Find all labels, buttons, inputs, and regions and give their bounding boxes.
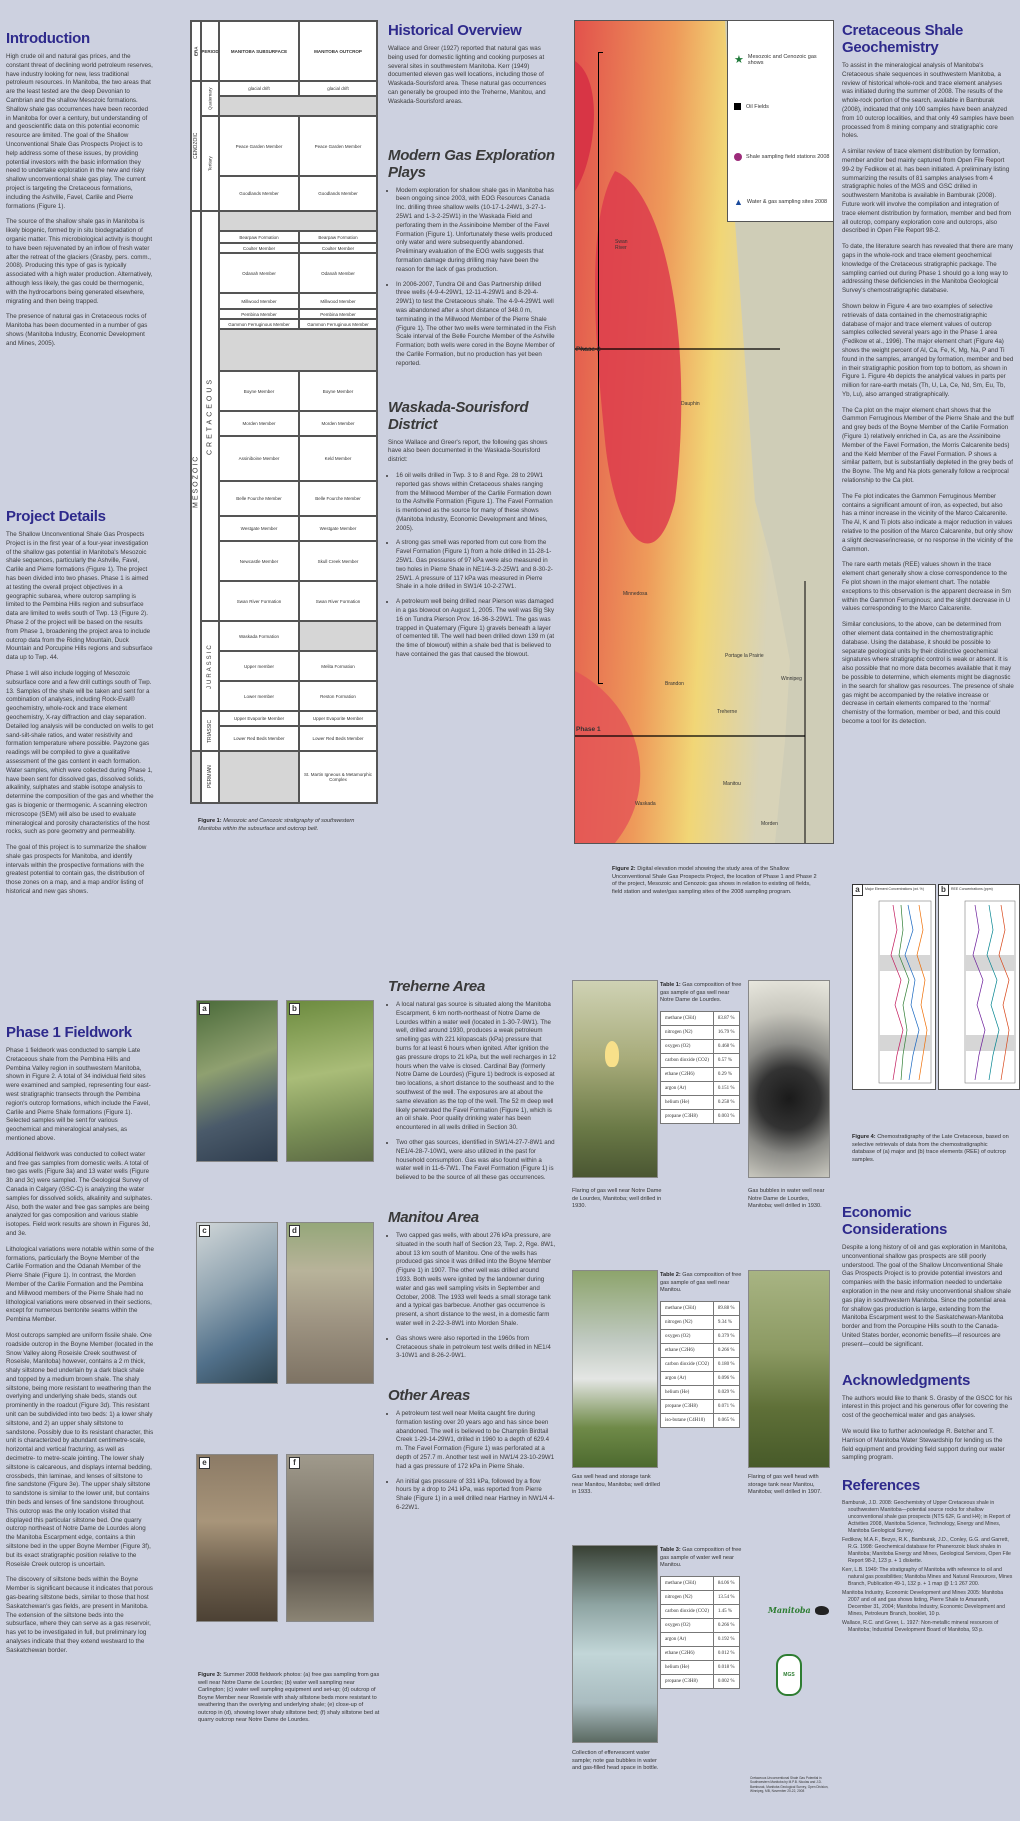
project-p3: The goal of this project is to summarize the shallow shale gas prospects for Manitoba, and identify intervals within the prospective formations with the greatest potential to contain gas, the distribution of those zones on a map, and a map and/or listing of historical and new gas shows. xyxy=(6,844,147,896)
fig4a-label: a xyxy=(852,884,863,896)
photo-label: f xyxy=(289,1457,300,1469)
table-2-label: Table 2: xyxy=(660,1272,681,1278)
geochem-p8: Similar conclusions, to the above, can be determined from other element data contained in the chemostratigraphic database. Using the database, it should be possible to separate geological units by their distinctive geochemical signatures where stratigraphic control is weak or absent. It is also possible that no more data becomes available that it may be possible to determine, which elements might be diagnostic in the search for shallow gas resources. The presence of shale gas might be accompanied by the relative increase or decrease in certain elements compared to the 'normal' chemistry of the formation, member or bed, and this could become a tool for its detection. xyxy=(842,621,1014,725)
fig4b-title: REE Concentrations (ppm) xyxy=(951,887,993,891)
strat-row-sub: Newcastle Member xyxy=(219,541,299,581)
column-1 xyxy=(6,18,154,356)
photo-3f xyxy=(286,1454,374,1622)
strat-row-out: Coulter Member xyxy=(299,243,377,253)
fig4b-frame xyxy=(965,901,1015,1083)
table-row xyxy=(661,1011,740,1025)
history-p1: Wallace and Greer (1927) reported that natural gas was being used for domestic lighting and cooking purposes at several sites in southwestern Manitoba. Kerr (1949) documented eleven gas well locations, including those of Waskada-Sourisford area. These natural gas occurrences can generally be grouped into the Treherne, Manitou, and Waskada-Sourisford areas. xyxy=(388,45,547,105)
gas-name-cell: propane (C3H8) xyxy=(661,1109,714,1123)
town-label: Winnipeg xyxy=(781,676,802,682)
mgs-logo xyxy=(776,1654,802,1696)
strat-row-out: Skull Creek Member xyxy=(299,541,377,581)
strat-period-tertiary: Tertiary xyxy=(201,116,219,211)
square-icon xyxy=(734,103,741,110)
gas-percent-cell: 0.258 % xyxy=(713,1095,739,1109)
strat-row-out: Odanah Member xyxy=(299,253,377,293)
waskada-intro: Since Wallace and Greer's report, the following gas shows have also been documented in the Waskada-Sourisford district: xyxy=(388,438,548,464)
town-label: Minnedosa xyxy=(623,591,648,597)
gas-percent-cell: 89.88 % xyxy=(713,1301,739,1315)
strat-row-sub: Swan River Formation xyxy=(219,581,299,621)
project-heading: Project Details xyxy=(6,508,106,525)
manitou-list xyxy=(388,1232,556,1361)
strat-row-out: Gammon Ferruginous Member xyxy=(299,319,377,329)
table-row xyxy=(661,1646,740,1660)
gas-name-cell: methane (CH4) xyxy=(661,1301,714,1315)
gas-percent-cell: 16.79 % xyxy=(713,1025,739,1039)
geochem-p7: The rare earth metals (REE) values shown in the trace element chart generally show a close correspondence to the Fe plot shown in the major element chart. The notable exceptions to this observation is the apparent decrease in Sm within the Gammon Ferruginous; and the slight decrease in U values corresponding to the Marco Calcarenite. xyxy=(842,561,1011,613)
gas-name-cell: carbon dioxide (CO2) xyxy=(661,1604,714,1618)
figure-4-caption-text: Chemostratigraphy of the Late Cretaceous, based on selective retrievals of data from the chemostratigraphic database of (a) major and (b) trace elements (REE) of outcrop samples. xyxy=(852,1134,1009,1163)
figure-1-caption-text: Mesozoic and Cenozoic stratigraphy of southwestern Manitoba within the subsurface and outcrop belt. xyxy=(198,818,355,832)
strat-row-sub: Lower member xyxy=(219,681,299,711)
strat-row-sub: Upper Evaporite Member xyxy=(219,711,299,726)
gas-percent-cell: 0.57 % xyxy=(713,1053,739,1067)
strat-row-sub: Millwood Member xyxy=(219,293,299,309)
gas-percent-cell: 0.002 % xyxy=(713,1674,739,1688)
gas-percent-cell: 0.012 % xyxy=(713,1646,739,1660)
table-1 xyxy=(660,1011,740,1124)
photo-label: e xyxy=(199,1457,210,1469)
strat-row-out: Upper Evaporite Member xyxy=(299,711,377,726)
photo-water-sample-bottle xyxy=(572,1545,658,1743)
fig4b-label: b xyxy=(938,884,949,896)
strat-row-out: Belle Fourche Member xyxy=(299,481,377,516)
project-p2: Phase 1 will also include logging of Mesozoic subsurface core and a few drill cuttings south of Twp. 13. Samples of the shale will be taken and sent for a combination of analyses, including Rock-Eval® geochemistry, whole-rock and trace element geochemistry, X-ray diffraction and clay separation. Detailed log analysis will be conducted on wells to get sand-silt-shale ratios, and water resistivity and formation temperature where possible. Payzone gas readings will be compiled to give a qualitative assessment of the gas content in each formation. Water samples, which were collected during Phase 1, have been sent for dissolved gas, dissolved solids, alkalinity, sulphates and stable isotope analysis to determine the composition of the gas and whether the gas is biogenic or thermogenic. A scanning electron microscope (SEM) will also be used to evaluate mineralogical and porosity characteristics of the host rocks, such as pore geometry and permeability. xyxy=(6,669,154,836)
strat-row-out: Morden Member xyxy=(299,411,377,436)
figure-1-caption-label: Figure 1: xyxy=(198,818,222,824)
strat-row-sub xyxy=(219,751,299,803)
town-label: Swan River xyxy=(615,239,628,251)
table-row xyxy=(661,1576,740,1590)
town-label: Brandon xyxy=(665,681,684,687)
other-heading: Other Areas xyxy=(388,1387,471,1405)
figure-2-caption-label: Figure 2: xyxy=(612,866,636,872)
strat-gap xyxy=(219,329,377,371)
intro-heading: Introduction xyxy=(6,30,90,47)
ack-heading: Acknowledgments xyxy=(842,1371,971,1389)
manitou-item-2: • Gas shows were also reported in the 1960s from Cretaceous shale in petroleum test wells drilled in NE1/4 3-10W1 and 8-26-2-9W1. xyxy=(396,1335,556,1361)
column-4-lower xyxy=(842,1196,1014,1636)
table-row xyxy=(661,1067,740,1081)
fig4a-title: Major Element Concentrations (wt. %) xyxy=(865,887,924,891)
strat-row-sub: Peace Garden Member xyxy=(219,116,299,176)
reference-item: Wallace, R.C. and Greer, L. 1927: Non-metallic mineral resources of Manitoba; Industrial Development Board of Manitoba, 93 p. xyxy=(842,1620,999,1634)
figure-4-caption-label: Figure 4: xyxy=(852,1134,876,1140)
table-2-title-text: Gas composition of free gas sample of gas well near Manitou. xyxy=(660,1272,742,1294)
table-row xyxy=(661,1385,740,1399)
table-3-title xyxy=(660,1547,744,1570)
gas-name-cell: carbon dioxide (CO2) xyxy=(661,1357,714,1371)
treherne-item-2: • Two other gas sources, identified in SW1/4-27-7-8W1 and NE1/4-28-7-10W1, were also utilized in the past for household consumption. Gas was also found within a water well in 11-6-7W1. The Favel Formation (Figure 1) is believed to be the source of all these gas occurrences. xyxy=(396,1139,556,1183)
table-3 xyxy=(660,1576,740,1689)
flame-icon xyxy=(605,1041,619,1067)
gas-percent-cell: 0.266 % xyxy=(713,1343,739,1357)
fig4a-band xyxy=(879,955,931,971)
strat-row-out: Goodlands Member xyxy=(299,176,377,211)
gas-name-cell: ethane (C2H6) xyxy=(661,1646,714,1660)
figure-4-caption xyxy=(852,1134,1012,1164)
figure-3-caption-text: Summer 2008 fieldwork photos: (a) free gas sampling from gas well near Notre Dame de Lourdes; (b) water well sampling near Carlington; (c) water well sampling equipment and set-up; (d) outcrop of Boyne Member near Roseisle with shaly siltstone beds more resistant to weathering than the overlying and underlying shale; (e) close-up of outcrop in (d), showing lower shaly siltstone bed; (f) shaly siltstone bed at quarry outcrop near Notre Dame de Lourdes. xyxy=(198,1672,380,1724)
figure-2-caption xyxy=(612,866,822,896)
strat-row-out: glacial drift xyxy=(299,81,377,96)
strat-header-era: ERA xyxy=(191,21,201,81)
table-row xyxy=(661,1590,740,1604)
strat-row-out xyxy=(299,621,377,651)
table-row xyxy=(661,1095,740,1109)
legend-item-shale-stations xyxy=(734,153,829,161)
gas-name-cell: propane (C3H8) xyxy=(661,1399,714,1413)
gas-percent-cell: 83.87 % xyxy=(713,1011,739,1025)
gas-name-cell: oxygen (O2) xyxy=(661,1039,714,1053)
town-label: Portage la Prairie xyxy=(725,653,764,659)
strat-era-mesozoic: MESOZOIC xyxy=(191,211,201,751)
photo-3b xyxy=(286,1000,374,1162)
gas-percent-cell: 1.45 % xyxy=(713,1604,739,1618)
treherne-heading: Treherne Area xyxy=(388,978,485,995)
figure-4b-ree xyxy=(938,884,1020,1090)
table-row xyxy=(661,1632,740,1646)
table-1-label: Table 1: xyxy=(660,982,681,988)
town-label: Manitou xyxy=(723,781,741,787)
intro-p3: The presence of natural gas in Cretaceous rocks of Manitoba has been documented in a number of gas shows (Manitoba Industry, Economic Development and Mines, 2005). xyxy=(6,313,148,347)
project-p1: The Shallow Unconventional Shale Gas Prospects Project is in the first year of a four-year investigation of the shallow gas potential in Manitoba's Mesozoic shale sequences, particularly the Ashville, Favel, Carlile and Pierre formations (Figure 1). The project has been divided into two phases. Phase 1 is aimed at testing the overall project objectives in a geographic subarea, where outcrop sampling is limited to the Pembina Hills region and subsurface data are limited to wells south of Twp. 13 (Figure 2). Phase 2 of the project will be based on the results from Phase 1, broadening the project area to include outcrop data from the Riding Mountain, Duck Mountain and Porcupine Hills regions and subsurface data up to Twp. 44. xyxy=(6,531,153,662)
other-list xyxy=(388,1410,556,1513)
table-1-body xyxy=(661,1011,740,1123)
legend-item-water-gas-sites xyxy=(734,197,827,207)
table-2-block xyxy=(660,1272,744,1428)
photo-flaring-notre-dame xyxy=(572,980,658,1178)
column-3 xyxy=(388,14,556,666)
town-label: Dauphin xyxy=(681,401,700,407)
strat-row-out: Melita Formation xyxy=(299,651,377,681)
table-2 xyxy=(660,1301,740,1428)
figure-1-stratigraphy-chart xyxy=(190,20,378,804)
strat-row-sub: Belle Fourche Member xyxy=(219,481,299,516)
strat-row-out: Keld Member xyxy=(299,436,377,481)
strat-header-period: PERIOD xyxy=(201,21,219,81)
intro-p1: High crude oil and natural gas prices, and the constant threat of declining world petroleum reserves, have industry looking for new, less traditional petroleum resources. In Manitoba, the two areas that are the least tested are the deep Devonian to Cambrian and the shallow Mesozoic formations. Shallow shale gas occurrences have been recorded in Manitoba for over a century, but understanding of and geoscientific data on this potential economic resource are limited. The goal of the Shallow Unconventional Shale Gas Prospects Project is to help address some of these issues, by providing potential investors with the basic information they need to undertake exploration in the new and risky shallow unconventional shale gas play. The current project is targeting the Cretaceous formations, including the Ashville, Favel, Carlile and Pierre formations (Figure 1). xyxy=(6,53,153,210)
gas-percent-cell: 13.54 % xyxy=(713,1590,739,1604)
table-row xyxy=(661,1053,740,1067)
strat-row-sub: Boyne Member xyxy=(219,371,299,411)
gas-name-cell: helium (He) xyxy=(661,1095,714,1109)
gas-percent-cell: 0.071 % xyxy=(713,1399,739,1413)
intro-p2: The source of the shallow shale gas in Manitoba is likely biogenic, formed by in situ biodegradation of organic matter. This microbiological activity is thought to have been rejuvenated by an inflow of fresh water after the retreat of the glaciers (Grasby, pers. comm., 2008). Producing this type of gas is typically associated with a high water production. Alternatively, although less likely, the gas could be thermogenic, with the hydrocarbons being generated elsewhere, migrating and then being trapped. xyxy=(6,218,153,305)
gas-name-cell: ethane (C2H6) xyxy=(661,1343,714,1357)
photo-3a xyxy=(196,1000,278,1162)
phase-1-label: Phase 1 xyxy=(576,726,601,733)
photo-label: b xyxy=(289,1003,300,1015)
table-row xyxy=(661,1315,740,1329)
gas-name-cell: oxygen (O2) xyxy=(661,1618,714,1632)
gas-percent-cell: 84.06 % xyxy=(713,1576,739,1590)
strat-period-permian: PERMIAN xyxy=(201,751,219,803)
legend-item-oil-fields xyxy=(734,103,769,110)
strat-row-sub: Lower Red Beds Member xyxy=(219,726,299,751)
table-3-block xyxy=(660,1547,744,1689)
phase-2-bracket xyxy=(598,52,603,684)
waskada-heading: Waskada-Sourisford District xyxy=(388,398,529,433)
column-4 xyxy=(842,14,1014,734)
table-3-title-text: Gas composition of free gas sample of water well near Manitou. xyxy=(660,1547,742,1569)
gas-name-cell: argon (Ar) xyxy=(661,1632,714,1646)
fieldwork-p5: The discovery of siltstone beds within the Boyne Member is significant because it indicates that porous gas-bearing siltstone beds, similar to those that host Saskatchewan's gas fields, are present in Manitoba. The extension of the siltstone beds into the subsurface, where they can serve as a gas reservoir, has yet to be investigated in full, but preliminary log analyses indicate that they extend westward to the Saskatchewan border. xyxy=(6,1576,153,1654)
strat-row-sub: Waskada Formation xyxy=(219,621,299,651)
photo-label: a xyxy=(199,1003,210,1015)
poster-footer: Cretaceous Unconventional Shale Gas Potential in Southwestern Manitoba by M.P.B. Nicolas and J.D. Bamburak, Manitoba Geological Survey, Open Division, Winnipeg, MB, November 20-22, 2008 xyxy=(750,1776,829,1793)
reference-item: Kerr, L.B. 1949: The stratigraphy of Manitoba with reference to oil and natural gas possibilities; Manitoba Mines and Natural Resources, Mines Branch, Publication 49-1, 132 p. + 1 map @ 1:1 267 200. xyxy=(842,1567,1013,1588)
geochem-p6: The Fe plot indicates the Gammon Ferruginous Member contains a significant amount of iron, as expected, but also has a minor increase in the vicinity of the Marco Calcarenite. The Al, K and Ti plots also indicate a major reduction in values relative to the position of the Marco Calcarenite, but only show a slight decrease/increase, or no response in the vicinity of the Gammon. xyxy=(842,492,1013,553)
strat-row-sub: Upper member xyxy=(219,651,299,681)
strat-row-sub: Coulter Member xyxy=(219,243,299,253)
photo-wellhead-tank-manitou xyxy=(572,1270,658,1468)
table-row xyxy=(661,1109,740,1123)
gas-name-cell: methane (CH4) xyxy=(661,1011,714,1025)
waskada-item-3: • A petroleum well being drilled near Pierson was damaged in a gas blowout on August 1, 2005. The well was Big Sky 16 on Tundra Pierson Prov. 16-36-3-29W1. The gas was trapped in Quaternary (Figure 1) gravels beneath a layer of cemented till. The well had been drilled down 139 m (at the time of blowout) within a shale bed that is believed to have contained the gas that caused the blowout. xyxy=(396,598,556,660)
table-1-title xyxy=(660,982,744,1005)
gas-percent-cell: 0.379 % xyxy=(713,1329,739,1343)
manitou-heading: Manitou Area xyxy=(388,1208,479,1226)
gas-name-cell: argon (Ar) xyxy=(661,1371,714,1385)
strat-row-sub: Morden Member xyxy=(219,411,299,436)
gas-name-cell: ethane (C2H6) xyxy=(661,1067,714,1081)
table-3-body xyxy=(661,1576,740,1688)
legend-item-gas-shows xyxy=(734,53,833,66)
strat-period-jurassic: JURASSIC xyxy=(201,621,219,711)
fig4b-plot xyxy=(939,885,1019,1089)
modern-item-2: • In 2006-2007, Tundra Oil and Gas Partnership drilled three wells (4-9-4-29W1, 12-11-4-29W1 and 8-29-4-29W1) to test the Cretaceous shale. The 4-9-4-29W1 well was abandoned after a short distance of 348.0 m, terminating in the Millwood Member of the Pierre Shale (Figure 1). The other two wells were terminated in the Fish Scale interval of the Belle Fourche Member of the Ashville Formation; both wells were cored in the Boyne Member of the Carlile Formation, but no production has yet been reported. xyxy=(396,281,556,369)
photo-label: d xyxy=(289,1225,300,1237)
econ-heading: Economic Considerations xyxy=(842,1204,947,1238)
other-item-1: • A petroleum test well near Melita caught fire during formation testing over 20 years ago and has since been abandoned. The well is believed to be Champlin Birdtail Creek 1-29-14-29W1, drilled in 1960 to a depth of 629.4 m. The Favel Formation (Figure 1) was perforated at a depth of 257.7 m. Another test well in NW1/4 23-10-29W1 had a gas pressure of 172 kPa in Pierre Shale. xyxy=(396,1410,556,1472)
mgs-wordmark: MGS xyxy=(783,1672,795,1678)
strat-period-cretaceous: CRETACEOUS xyxy=(201,211,219,621)
strat-period-quaternary: Quaternary xyxy=(201,81,219,116)
manitou-item-1: • Two capped gas wells, with about 276 kPa pressure, are situated in the south half of Section 23, Twp. 2, Rge. 8W1, about 13 km south of Manitou. One of the wells has produced gas since it was drilled into the Boyne Member (Figure 1) in 1907. The other well was drilled around 1933. Both wells were ignited by the landowner during water and gas well sampling visits in September and October, 2008. The 1933 well feeds a small storage tank and a typical gas barbecue. Another gas occurrence is present, a short distance to the west, in a domestic farm water well in 2-22-3-8W1 into Morden Shale. xyxy=(396,1232,556,1329)
legend-label: Oil Fields xyxy=(746,103,769,110)
gas-percent-cell: 0.065 % xyxy=(713,1413,739,1427)
geochem-p2: A similar review of trace element distribution by formation, member and/or bed mainly captured from Open File Report 99-2 by Fedikow et al. has been initiated. A preliminary listing summarizing the results of 81 samples analyses from 4 stratigraphic holes of the MGS and GSC drilled in southwestern Manitoba is available in Bamburak (2008). Future work will involve the compilation and integration of trace element distribution by formation, member and bed from all outcrop, company exploration core and outcrops, also described in Open File Report 98-2. xyxy=(842,148,1012,235)
gas-percent-cell: 0.096 % xyxy=(713,1371,739,1385)
figure-3-caption xyxy=(198,1672,380,1725)
phase-2-label: Phase 2 xyxy=(576,346,601,353)
figure-3-caption-label: Figure 3: xyxy=(198,1672,222,1678)
strat-row-out: Lower Red Beds Member xyxy=(299,726,377,751)
treherne-list xyxy=(388,1001,556,1183)
photo-3c xyxy=(196,1222,278,1384)
gas-percent-cell: 0.266 % xyxy=(713,1618,739,1632)
fig4a-plot xyxy=(853,885,935,1089)
strat-header-outcrop: MANITOBA OUTCROP xyxy=(299,21,377,81)
strat-row-sub: Odanah Member xyxy=(219,253,299,293)
photo-caption: Flaring of gas well head with storage tank near Manitou, Manitoba; well drilled in 1907. xyxy=(748,1474,822,1496)
table-2-body xyxy=(661,1301,740,1427)
legend-label: Shale sampling field stations 2008 xyxy=(746,154,830,160)
column-1-project xyxy=(6,500,154,904)
modern-list xyxy=(388,187,556,369)
photo-caption: Collection of effervescent water sample; note gas bubbles in water and gas-filled head space in bottle. xyxy=(572,1750,659,1772)
geochem-p3: To date, the literature search has revealed that there are many gaps in the whole-rock and trace element geochemical knowledge of the Cretaceous stratigraphic package. The sampling carried out during Phase 1 should go a long way to addressing these deficiencies in the Manitoba Geological Survey's chemostratigraphic database. xyxy=(842,243,1013,295)
town-label: Morden xyxy=(761,821,778,827)
legend-label: Mesozoic and Cenozoic gas shows xyxy=(747,53,817,66)
strat-gap xyxy=(219,96,377,116)
strat-row-out: Peace Garden Member xyxy=(299,116,377,176)
fieldwork-p3: Lithological variations were notable within some of the formations, particularly the Boyne Member of the Carlile Formation and the Odanah Member of the Pierre Shale (Figure 1). In contrast, the Morden Member of the Carlile Formation and the Pembina and Millwood members of the Pierre Shale had no lithological variations were observed in their sections, except for numerous bentonite seams within the Pembina Member. xyxy=(6,1245,154,1324)
triangle-icon: ▲ xyxy=(734,197,743,207)
strat-header-subsurface: MANITOBA SUBSURFACE xyxy=(219,21,299,81)
table-row xyxy=(661,1399,740,1413)
table-row xyxy=(661,1329,740,1343)
treherne-item-1: • A local natural gas source is situated along the Manitoba Escarpment, 6 km north-northeast of Notre Dame de Lourdes within a water well (located in 1-30-7-9W1). The well, drilled around 1930, produces a weak petroleum smelling gas with 221 kilopascals (kPa) pressure that burns for at least 6 hours when ignited. After ignition the gas pressure drops to 21 kPa, but the well recharges in 12 hours when the valve is closed. Cardinal Bay (formerly Notre Dame de Lourdes) (Figure 1) bedrock is exposed at two locations, a short distance to the southeast and to the southwest of the well. The exposures are at about the same elevation as the top of the well. The 52 m deep well likely penetrated the Favel Formation (Figure 1), which is an oil shale. Poor quality drinking water has been encountered in all wells drilled in Section 30. xyxy=(396,1001,556,1133)
manitoba-wordmark: Manitoba xyxy=(768,1605,811,1615)
strat-row-out: Reston Formation xyxy=(299,681,377,711)
strat-row-out: Westgate Member xyxy=(299,516,377,541)
table-row xyxy=(661,1301,740,1315)
photo-3d xyxy=(286,1222,374,1384)
strat-gap xyxy=(219,211,377,231)
history-heading: Historical Overview xyxy=(388,22,522,39)
column-1-fieldwork xyxy=(6,1016,154,1663)
table-3-label: Table 3: xyxy=(660,1547,681,1553)
strat-row-out: St. Martin Igneous & Metamorphic Complex xyxy=(299,751,377,803)
gas-name-cell: nitrogen (N2) xyxy=(661,1315,714,1329)
fieldwork-p4: Most outcrops sampled are uniform fissile shale. One roadside outcrop in the Boyne Member (located in the Snow Valley along Roseisle Creek southwest of Roseisle, Manitoba) however, contains a 2 m thick, shaly siltstone bed underlain by a dark black shale and topped by a medium brown shale. The shaly siltstone, being more resistant to weathering than the overlying and underlying shale beds, stands out prominently in the roadcut (Figure 3d). This resistant unit can be subdivided into two beds: 1) a lower shaly siltstone, and 2) an upper shaly siltstone to sandstone. Possibly due to its resistant character, this unit is characterized by abundant centimetre-scale, horizontal and vertical fracturing, as well as decimetre- to metre-scale jointing. The lower shaly siltstone is calcareous, and displays internal bedding, crossbeds, thin laminae, and lenses of siltstone to fine sandstone (Figure 3e). The upper shaly siltstone to sandstone is similar to the lower unit, but contains thin beds and lenses of fine sandstone throughout. This outcrop was the only location visited that displayed this particular siltstone bed. One quarry outcrop northeast of Notre Dame de Lourdes along the Manitoba Escarpment edge, contains a thin siltstone bed in the upper Boyne Member (Figure 3f), but its exact stratigraphic position relative to the Roseisle Creek outcrop is uncertain. xyxy=(6,1331,154,1568)
gas-name-cell: propane (C3H8) xyxy=(661,1674,714,1688)
waskada-list xyxy=(388,472,556,660)
gas-percent-cell: 0.180 % xyxy=(713,1357,739,1371)
reference-item: Bamburak, J.D. 2008: Geochemistry of Upper Cretaceous shale in southwestern Manitoba—potential source rocks for shallow unconventional shale gas prospects (NTS 62F, G and H4); in Report of Activities 2008, Manitoba Science, Technology, Energy and Mines, Manitoba Geological Survey. xyxy=(842,1500,1011,1535)
gas-name-cell: nitrogen (N2) xyxy=(661,1025,714,1039)
manitoba-logo xyxy=(768,1605,829,1615)
strat-row-out: Pembina Member xyxy=(299,309,377,319)
strat-row-out: Bearpaw Formation xyxy=(299,231,377,243)
star-icon: ★ xyxy=(734,54,744,66)
column-3-lower xyxy=(388,968,556,1519)
gas-name-cell: helium (He) xyxy=(661,1385,714,1399)
photo-label: c xyxy=(199,1225,210,1237)
gas-percent-cell: 0.468 % xyxy=(713,1039,739,1053)
gas-percent-cell: 9.34 % xyxy=(713,1315,739,1329)
gas-percent-cell: 0.29 % xyxy=(713,1067,739,1081)
econ-p1: Despite a long history of oil and gas exploration in Manitoba, unconventional shallow gas prospects are still poorly understood. The goal of the Shallow Unconventional Shale Gas Prospects Project is to provide potential investors and companies with the basic information needed to undertake exploration in the new and risky unconventional shallow shale gas play in southwestern Manitoba. Since the potential area for shallow gas production is large, extending from the Manitoba Escarpment west to the Saskatchewan-Manitoba border and from the Porcupine Hills south to the Canada-United States border, economic benefits—if resources are present—could be significant. xyxy=(842,1244,1011,1348)
fieldwork-heading: Phase 1 Fieldwork xyxy=(6,1024,132,1041)
table-row xyxy=(661,1413,740,1427)
strat-row-out: Swan River Formation xyxy=(299,581,377,621)
strat-era-cenozoic: CENOZOIC xyxy=(191,81,201,211)
gas-name-cell: methane (CH4) xyxy=(661,1576,714,1590)
table-1-block xyxy=(660,982,744,1124)
strat-row-sub: Bearpaw Formation xyxy=(219,231,299,243)
ack-p1: The authors would like to thank S. Grasby of the GSCC for his interest in this project and his generous offer for covering the cost of the geochemical water and gas analyses. xyxy=(842,1394,1013,1420)
gas-percent-cell: 0.029 % xyxy=(713,1385,739,1399)
strat-row-sub: Assiniboine Member xyxy=(219,436,299,481)
refs-heading: References xyxy=(842,1477,920,1495)
strat-row-sub: Westgate Member xyxy=(219,516,299,541)
strat-row-out: Millwood Member xyxy=(299,293,377,309)
strat-row-sub: Goodlands Member xyxy=(219,176,299,211)
table-row xyxy=(661,1081,740,1095)
strat-era-blank xyxy=(191,751,201,803)
table-row xyxy=(661,1371,740,1385)
waskada-item-2: • A strong gas smell was reported from cut core from the Favel Formation (Figure 1) from a hole drilled in 11-28-1-25W1. Gas pressures of 97 kPa were also measured in two holes in Pierre Shale in NE1/4-3-2-25W1 and 8-30-2-25W1. A pressure of 117 kPa was measured in Pierre Shale in a hole drilled in SW1/4 10-2-27W1. xyxy=(396,539,556,592)
reference-item: Manitoba Industry, Economic Development and Mines 2005: Manitoba 2007 and oil and gas shows listing, Pierre Shale to Amaranth, December 31, 2004; Manitoba Industry, Economic Development and Mines, Petroleum Branch, booklet, 10 p. xyxy=(842,1590,1006,1618)
map-legend xyxy=(727,21,833,222)
table-row xyxy=(661,1025,740,1039)
gas-name-cell: iso-butane (C4H10) xyxy=(661,1413,714,1427)
circle-icon xyxy=(734,153,742,161)
table-row xyxy=(661,1660,740,1674)
table-row xyxy=(661,1674,740,1688)
photo-caption: Gas bubbles in water well near Notre Dame de Lourdes, Manitoba; well drilled in 1930. xyxy=(748,1188,825,1210)
geochem-p4: Shown below in Figure 4 are two examples of selective retrievals of data contained in the chemostratigraphic database of major and trace element values of outcrop samples collected several years ago in the Phase 1 area (Fedikow et al., 1996). The major element chart (Figure 4a) shows the weight percent of Al, Ca, Fe, K, Mg, Na, P and Ti found in the samples, arranged by formation, member and bed in their stratigraphic position from top to bottom, as shown in Figure 1. Figure 4b depicts the analytical values in parts per million for rare-earth metals (Th, U, La, Ce, Nd, Sm, Eu, Tb, Yb, Lu), also arranged stratigraphically. xyxy=(842,302,1014,398)
gas-percent-cell: 0.192 % xyxy=(713,1632,739,1646)
photo-caption: Flaring of gas well near Notre Dame de Lourdes, Manitoba; well drilled in 1930. xyxy=(572,1188,662,1210)
reference-item: Fedikow, M.A.F., Bezys, R.K., Bamburak, J.D., Conley, G.G. and Garrett, R.G. 1998: Geochemical database for Phanerozoic black shales in Manitoba; Manitoba Energy and Mines, Geological Services, Open File Report 98-2, 123 p. + 1 diskette. xyxy=(842,1537,1011,1565)
strat-row-sub: glacial drift xyxy=(219,81,299,96)
fieldwork-p1: Phase 1 fieldwork was conducted to sample Late Cretaceous shale from the Pembina Hills and Pembina Valley region in southwestern Manitoba, shown in Figure 2. A total of 34 individual field sites were examined and sampled, representing four east-west stratigraphic transects through the Pembina region's outcrop formations, which include the Favel, Carlile and Pierre Shale formations (Figure 1). Selected samples will be sent for various geochemical and mineralogical analyses, as mentioned above. xyxy=(6,1047,151,1142)
gas-percent-cell: 0.003 % xyxy=(713,1109,739,1123)
bison-icon xyxy=(815,1606,829,1615)
gas-name-cell: nitrogen (N2) xyxy=(661,1590,714,1604)
gas-percent-cell: 0.018 % xyxy=(713,1660,739,1674)
town-label: Treherne xyxy=(717,709,738,715)
table-row xyxy=(661,1357,740,1371)
other-item-2: • An initial gas pressure of 331 kPa, followed by a flow hours by a drop to 241 kPa, was reported from Pierre Shale (Figure 1) in a well drilled near Hartney in NW1/4 4-6-22W1. xyxy=(396,1478,556,1513)
waskada-item-1: • 16 oil wells drilled in Twp. 3 to 8 and Rge. 28 to 29W1 reported gas shows within Cretaceous shales ranging from the Millwood Member of the Carlile Formation down to the Ashville Formation (Figure 1). The Favel Formation is mentioned as the source for many of these shows (Manitoba Industry, Economic Development and Mines, 2005). xyxy=(396,472,556,534)
gas-name-cell: argon (Ar) xyxy=(661,1081,714,1095)
figure-4a-major-elements xyxy=(852,884,936,1090)
table-row xyxy=(661,1618,740,1632)
table-1-title-text: Gas composition of free gas sample of gas well near Notre Dame de Lourdes. xyxy=(660,982,742,1004)
geochem-p1: To assist in the mineralogical analysis of Manitoba's Cretaceous shale sequences in southwestern Manitoba, a review of historical whole-rock and trace element analyses was initiated during the summer of 2008. The results of the whole-rock portion of the search, available in Bamburak (2008), indicated that only 100 samples have been analyzed from 10 outcrop localities, and that only 49 samples have been processed from 8 mining company and stratigraphic core holes. xyxy=(842,62,1014,140)
modern-heading: Modern Gas Exploration Plays xyxy=(388,146,555,181)
photo-caption: Gas well head and storage tank near Manitou, Manitoba; well drilled in 1933. xyxy=(572,1474,660,1496)
figure-2-caption-text: Digital elevation model showing the study area of the Shallow Unconventional Shale Gas Prospects Project, the location of Phase 1 and Phase 2 of the project, Mesozoic and Cenozoic gas shows in relation to existing oil fields, field station and water/gas sampling sites of the 2008 sampling program. xyxy=(612,866,817,895)
figure-1-caption xyxy=(198,818,378,833)
modern-item-1: • Modern exploration for shallow shale gas in Manitoba has been ongoing since 2003, with EOG Resources Canada Inc. drilling three shallow wells (10-17-1-24W1, 3-27-1-25W1 and 1-3-2-25W1) in the Waskada Field and perforating them in the Assiniboine Member of the Favel Formation (Figure 1). Unfortunately these wells produced only water and were subsequently abandoned. Preliminary evaluation of the EOG wells suggests that formation damage during drilling may have been the reason for the lack of gas production. xyxy=(396,187,556,275)
legend-label: Water & gas sampling sites 2008 xyxy=(746,199,828,205)
town-label: Waskada xyxy=(635,801,656,807)
strat-row-sub: Pembina Member xyxy=(219,309,299,319)
table-row xyxy=(661,1604,740,1618)
photo-gas-bubbles-notre-dame xyxy=(748,980,830,1178)
geochem-heading: Cretaceous Shale Geochemistry xyxy=(842,22,964,56)
reference-list xyxy=(842,1500,1014,1634)
strat-row-sub: Gammon Ferruginous Member xyxy=(219,319,299,329)
photo-flaring-manitou xyxy=(748,1270,830,1468)
gas-name-cell: oxygen (O2) xyxy=(661,1329,714,1343)
table-2-title xyxy=(660,1272,744,1295)
table-row xyxy=(661,1343,740,1357)
photo-3e xyxy=(196,1454,278,1622)
gas-percent-cell: 0.151 % xyxy=(713,1081,739,1095)
gas-name-cell: helium (He) xyxy=(661,1660,714,1674)
table-row xyxy=(661,1039,740,1053)
geochem-p5: The Ca plot on the major element chart shows that the Gammon Ferruginous Member of the Pierre Shale and the buff and grey beds of the Boyne Member of the Carlile Formation (Figure 1) relatively enriched in Ca, as are the Assiniboine Member of the Favel Formation, the Morris Calcarenite beds) and the Keld Member of the Favel Formation. P shows a similar pattern, but is substantially depleted in the grey beds of the Boyne. The Mg and Na plots generally follow a reciprocal relationship to the Ca plot. xyxy=(842,406,1014,485)
gas-name-cell: carbon dioxide (CO2) xyxy=(661,1053,714,1067)
strat-period-triassic: TRIASSIC xyxy=(201,711,219,751)
fieldwork-p2: Additional fieldwork was conducted to collect water and free gas samples from domestic wells. A total of two gas wells (Figure 3a) and 13 water wells (Figure 3b and 3c) were sampled. The Geological Survey of Canada in Calgary (GSC-C) is analyzing the water samples for dissolved solids, alkalinity and sulphates. Also, both the water and free gas samples are being analyzed for gas composition and various stable isotopes. Field work results are shown in Figures 3d, and 3e. xyxy=(6,1150,153,1237)
ack-p2: We would like to further acknowledge R. Betcher and T. Harrison of Manitoba Water Stewardship for lending us the field equipment and providing field support during our water sampling program. xyxy=(842,1427,1005,1462)
strat-row-out: Boyne Member xyxy=(299,371,377,411)
figure-2-map xyxy=(574,20,834,844)
